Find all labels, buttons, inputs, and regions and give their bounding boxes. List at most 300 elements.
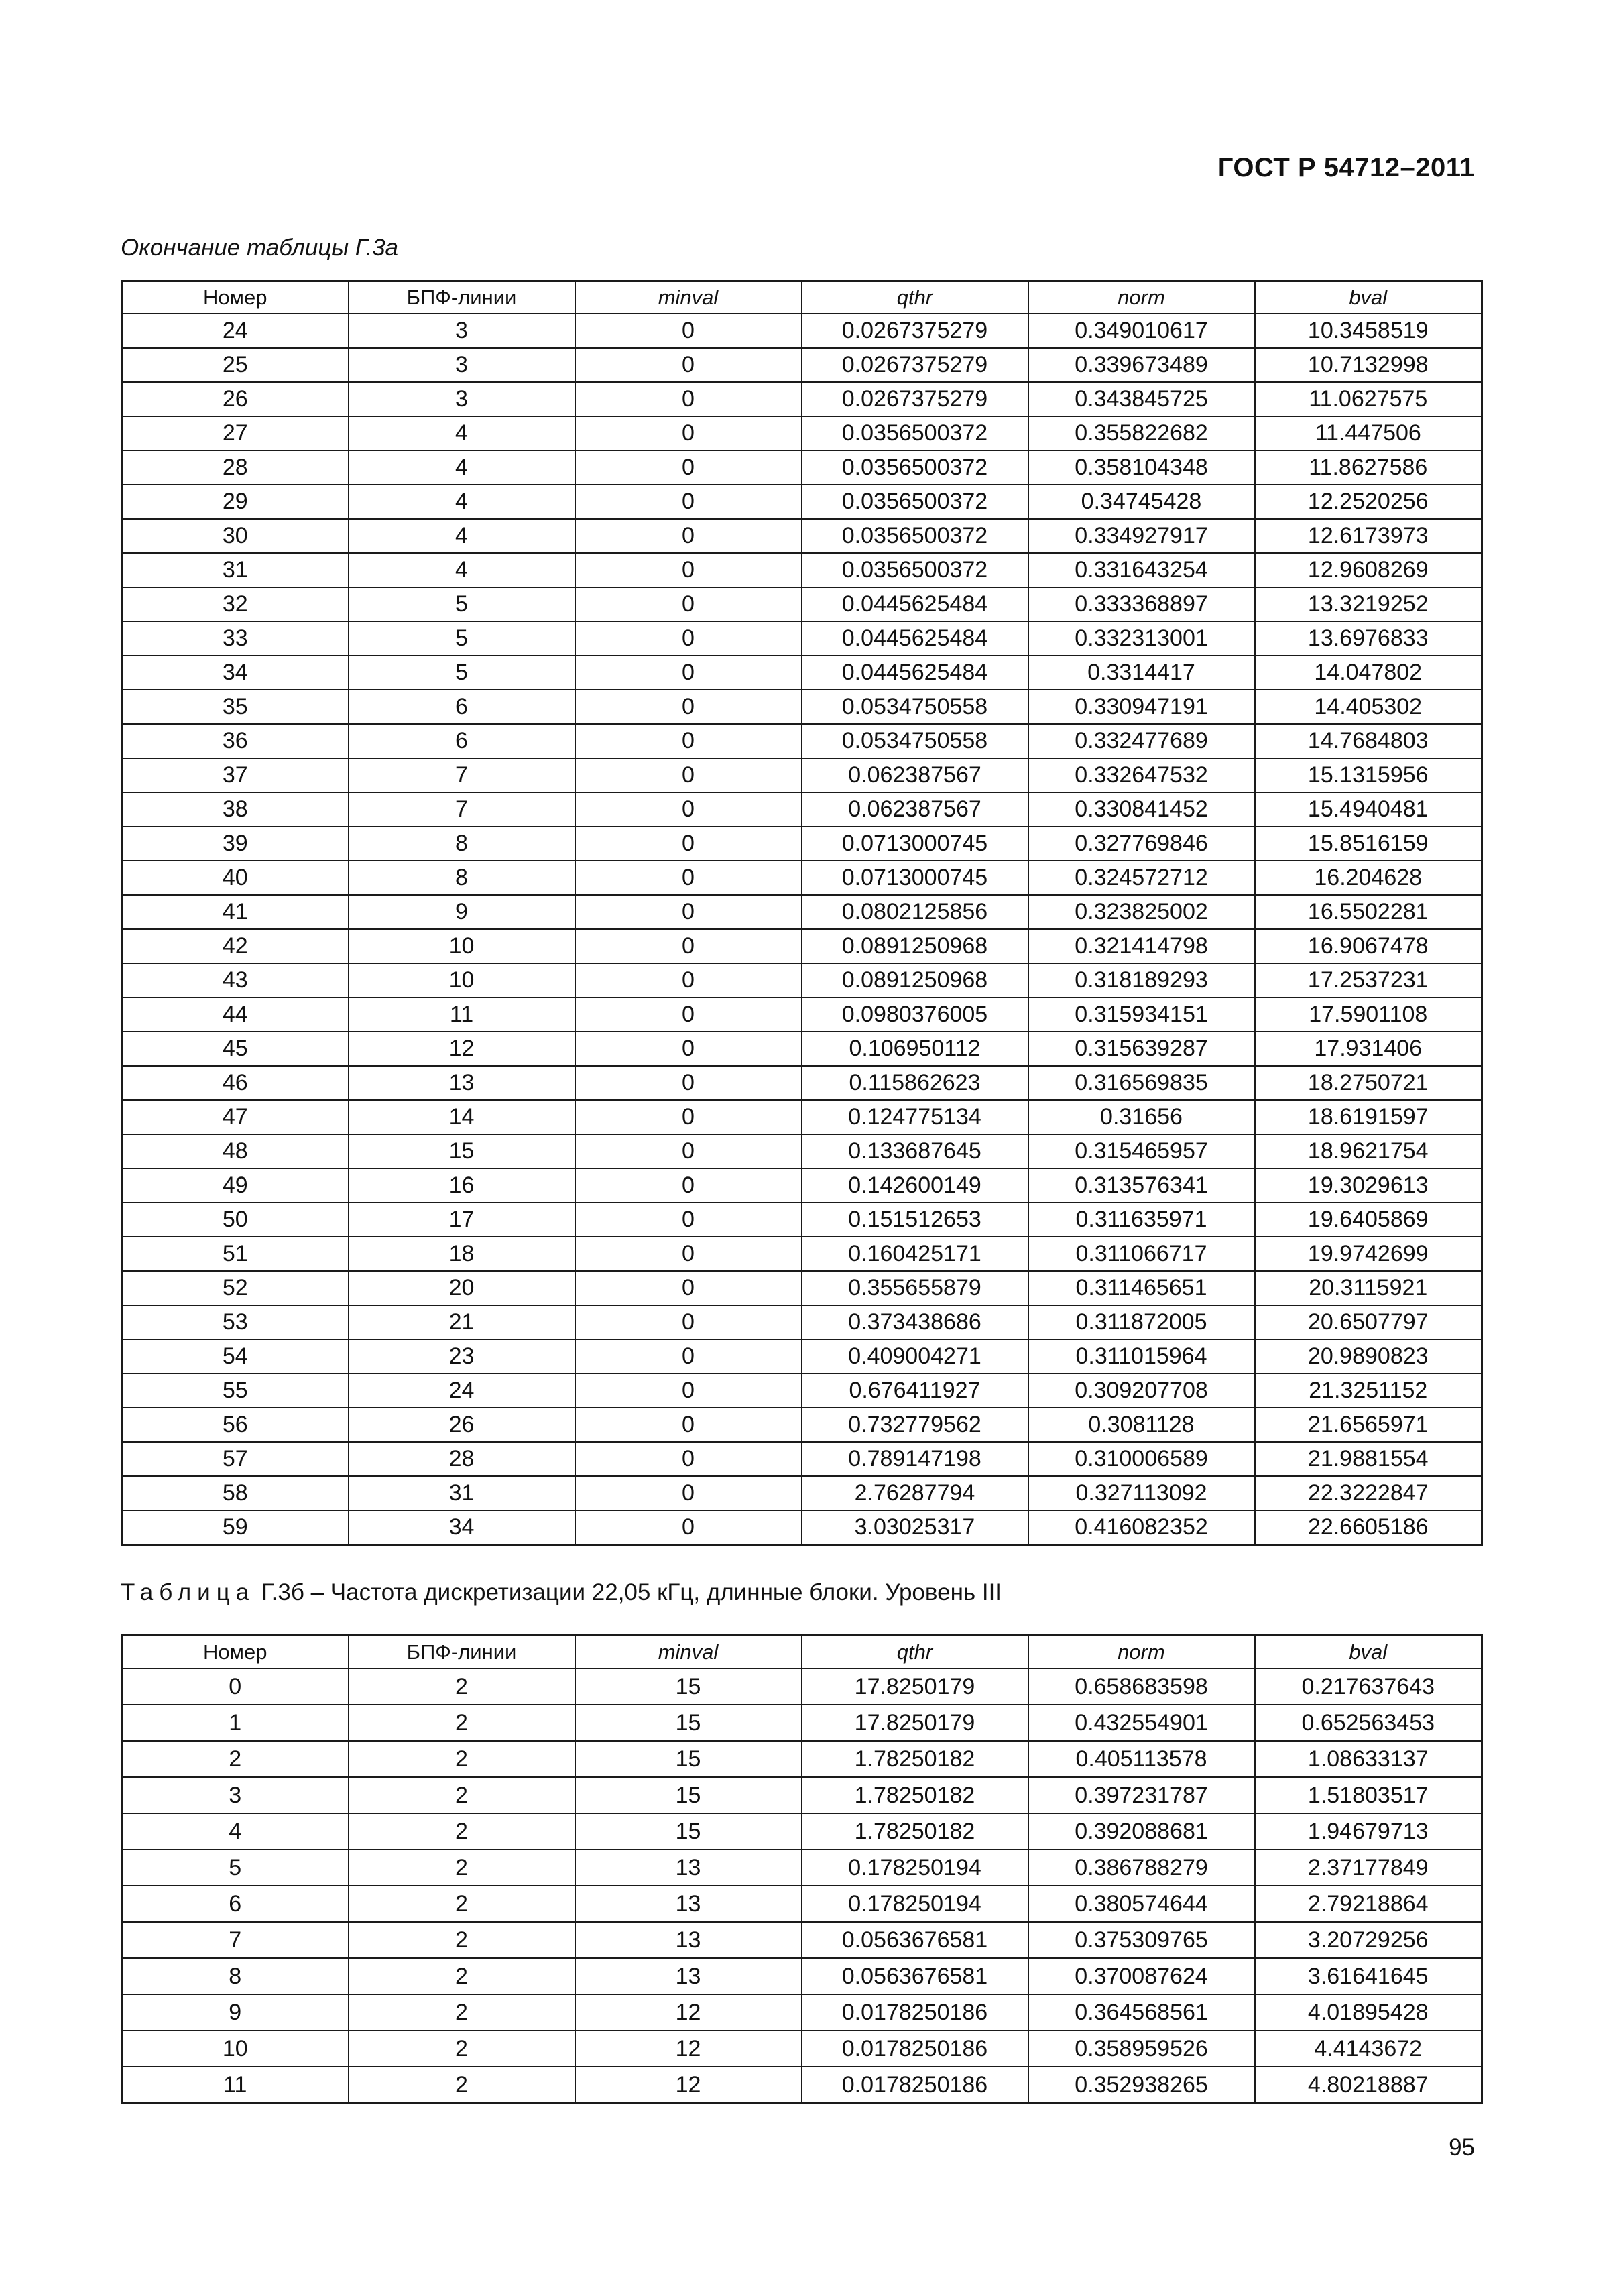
cell-number: 3 (122, 1777, 349, 1813)
cell-number: 37 (122, 758, 349, 792)
cell-fft-lines: 3 (349, 382, 575, 416)
cell-number: 58 (122, 1476, 349, 1510)
cell-bval: 4.80218887 (1255, 2067, 1482, 2104)
cell-bval: 16.9067478 (1255, 929, 1482, 963)
cell-bval: 13.6976833 (1255, 621, 1482, 656)
table-continuation-label: Окончание таблицы Г.3а (121, 235, 399, 261)
cell-qthr: 17.8250179 (802, 1669, 1028, 1705)
cell-fft-lines: 20 (349, 1271, 575, 1305)
cell-fft-lines: 2 (349, 1705, 575, 1741)
cell-norm: 0.315639287 (1028, 1032, 1255, 1066)
table-row (122, 1705, 1482, 1741)
cell-number: 38 (122, 792, 349, 827)
cell-bval: 10.3458519 (1255, 314, 1482, 348)
cell-number: 56 (122, 1408, 349, 1442)
table-row (122, 1669, 1482, 1705)
cell-fft-lines: 23 (349, 1339, 575, 1374)
cell-number: 43 (122, 963, 349, 998)
cell-bval: 14.7684803 (1255, 724, 1482, 758)
cell-norm: 0.321414798 (1028, 929, 1255, 963)
cell-bval: 15.8516159 (1255, 827, 1482, 861)
table-row (122, 553, 1482, 587)
cell-norm: 0.313576341 (1028, 1168, 1255, 1203)
cell-minval: 0 (575, 758, 802, 792)
cell-qthr: 0.0534750558 (802, 690, 1028, 724)
cell-fft-lines: 34 (349, 1510, 575, 1545)
cell-minval: 0 (575, 587, 802, 621)
cell-minval: 0 (575, 861, 802, 895)
cell-bval: 21.6565971 (1255, 1408, 1482, 1442)
cell-norm: 0.392088681 (1028, 1813, 1255, 1850)
table-row (122, 485, 1482, 519)
cell-qthr: 0.115862623 (802, 1066, 1028, 1100)
cell-number: 10 (122, 2031, 349, 2067)
cell-minval: 12 (575, 1994, 802, 2031)
cell-qthr: 0.0713000745 (802, 827, 1028, 861)
table-row (122, 1305, 1482, 1339)
table-row (122, 1813, 1482, 1850)
cell-qthr: 0.0563676581 (802, 1958, 1028, 1994)
cell-qthr: 0.732779562 (802, 1408, 1028, 1442)
cell-qthr: 0.0980376005 (802, 998, 1028, 1032)
cell-norm: 0.31656 (1028, 1100, 1255, 1134)
table-row (122, 450, 1482, 485)
cell-norm: 0.316569835 (1028, 1066, 1255, 1100)
cell-bval: 17.5901108 (1255, 998, 1482, 1032)
cell-qthr: 0.0713000745 (802, 861, 1028, 895)
cell-bval: 21.9881554 (1255, 1442, 1482, 1476)
cell-norm: 0.364568561 (1028, 1994, 1255, 2031)
cell-fft-lines: 10 (349, 929, 575, 963)
table-header-row (122, 281, 1482, 314)
cell-norm: 0.309207708 (1028, 1374, 1255, 1408)
cell-fft-lines: 3 (349, 314, 575, 348)
table-row (122, 1168, 1482, 1203)
cell-minval: 0 (575, 929, 802, 963)
cell-qthr: 0.0356500372 (802, 553, 1028, 587)
cell-fft-lines: 2 (349, 1994, 575, 2031)
cell-number: 45 (122, 1032, 349, 1066)
cell-minval: 0 (575, 1339, 802, 1374)
table-row (122, 1886, 1482, 1922)
cell-qthr: 0.0891250968 (802, 929, 1028, 963)
cell-qthr: 17.8250179 (802, 1705, 1028, 1741)
cell-bval: 18.6191597 (1255, 1100, 1482, 1134)
cell-minval: 13 (575, 1850, 802, 1886)
cell-minval: 0 (575, 348, 802, 382)
column-header-fft-lines: БПФ-линии (349, 1636, 575, 1669)
cell-minval: 0 (575, 690, 802, 724)
cell-qthr: 0.789147198 (802, 1442, 1028, 1476)
table-row (122, 348, 1482, 382)
cell-fft-lines: 14 (349, 1100, 575, 1134)
cell-minval: 0 (575, 1203, 802, 1237)
cell-fft-lines: 5 (349, 587, 575, 621)
table-row (122, 998, 1482, 1032)
table-row (122, 827, 1482, 861)
cell-minval: 13 (575, 1922, 802, 1958)
table-g3a-body (122, 314, 1482, 1545)
cell-minval: 0 (575, 519, 802, 553)
cell-number: 35 (122, 690, 349, 724)
cell-bval: 11.0627575 (1255, 382, 1482, 416)
cell-qthr: 2.76287794 (802, 1476, 1028, 1510)
cell-bval: 16.5502281 (1255, 895, 1482, 929)
cell-number: 36 (122, 724, 349, 758)
cell-norm: 0.324572712 (1028, 861, 1255, 895)
cell-fft-lines: 4 (349, 450, 575, 485)
cell-bval: 4.4143672 (1255, 2031, 1482, 2067)
table-row (122, 1100, 1482, 1134)
table-row (122, 963, 1482, 998)
cell-bval: 12.9608269 (1255, 553, 1482, 587)
cell-fft-lines: 2 (349, 2067, 575, 2104)
cell-minval: 0 (575, 1442, 802, 1476)
cell-norm: 0.327769846 (1028, 827, 1255, 861)
cell-fft-lines: 2 (349, 1741, 575, 1777)
cell-number: 26 (122, 382, 349, 416)
caption-text: Г.3б – Частота дискретизации 22,05 кГц, длинные блоки. Уровень III (261, 1579, 1002, 1606)
column-header-norm: norm (1028, 281, 1255, 314)
table-row (122, 1994, 1482, 2031)
cell-norm: 0.416082352 (1028, 1510, 1255, 1545)
cell-norm: 0.3081128 (1028, 1408, 1255, 1442)
cell-number: 41 (122, 895, 349, 929)
cell-fft-lines: 12 (349, 1032, 575, 1066)
cell-fft-lines: 13 (349, 1066, 575, 1100)
cell-norm: 0.311465651 (1028, 1271, 1255, 1305)
cell-fft-lines: 16 (349, 1168, 575, 1203)
cell-bval: 11.447506 (1255, 416, 1482, 450)
cell-number: 54 (122, 1339, 349, 1374)
cell-minval: 0 (575, 1237, 802, 1271)
cell-minval: 0 (575, 998, 802, 1032)
cell-bval: 22.3222847 (1255, 1476, 1482, 1510)
cell-norm: 0.323825002 (1028, 895, 1255, 929)
cell-minval: 0 (575, 656, 802, 690)
cell-qthr: 0.373438686 (802, 1305, 1028, 1339)
cell-number: 47 (122, 1100, 349, 1134)
cell-norm: 0.333368897 (1028, 587, 1255, 621)
cell-number: 8 (122, 1958, 349, 1994)
table-row (122, 1408, 1482, 1442)
cell-qthr: 0.106950112 (802, 1032, 1028, 1066)
cell-norm: 0.352938265 (1028, 2067, 1255, 2104)
cell-bval: 10.7132998 (1255, 348, 1482, 382)
cell-number: 25 (122, 348, 349, 382)
cell-norm: 0.432554901 (1028, 1705, 1255, 1741)
cell-qthr: 0.0267375279 (802, 382, 1028, 416)
table-row (122, 2031, 1482, 2067)
cell-fft-lines: 26 (349, 1408, 575, 1442)
cell-minval: 0 (575, 1510, 802, 1545)
cell-bval: 3.61641645 (1255, 1958, 1482, 1994)
cell-fft-lines: 21 (349, 1305, 575, 1339)
cell-minval: 0 (575, 792, 802, 827)
cell-number: 0 (122, 1669, 349, 1705)
column-header-fft-lines: БПФ-линии (349, 281, 575, 314)
cell-bval: 15.4940481 (1255, 792, 1482, 827)
cell-fft-lines: 10 (349, 963, 575, 998)
table-row (122, 929, 1482, 963)
table-row (122, 1339, 1482, 1374)
cell-norm: 0.310006589 (1028, 1442, 1255, 1476)
cell-number: 4 (122, 1813, 349, 1850)
cell-minval: 13 (575, 1958, 802, 1994)
cell-number: 29 (122, 485, 349, 519)
cell-fft-lines: 31 (349, 1476, 575, 1510)
cell-norm: 0.405113578 (1028, 1741, 1255, 1777)
table-row (122, 1922, 1482, 1958)
cell-fft-lines: 2 (349, 1669, 575, 1705)
cell-minval: 0 (575, 450, 802, 485)
cell-bval: 2.79218864 (1255, 1886, 1482, 1922)
cell-qthr: 0.0178250186 (802, 1994, 1028, 2031)
cell-number: 32 (122, 587, 349, 621)
document-standard-header: ГОСТ Р 54712–2011 (1217, 153, 1475, 182)
cell-qthr: 0.0356500372 (802, 450, 1028, 485)
cell-fft-lines: 4 (349, 519, 575, 553)
cell-number: 48 (122, 1134, 349, 1168)
cell-fft-lines: 7 (349, 758, 575, 792)
column-header-number: Номер (122, 281, 349, 314)
cell-fft-lines: 24 (349, 1374, 575, 1408)
column-header-bval: bval (1255, 1636, 1482, 1669)
cell-number: 30 (122, 519, 349, 553)
table-row (122, 1442, 1482, 1476)
cell-number: 55 (122, 1374, 349, 1408)
table-row (122, 1374, 1482, 1408)
cell-bval: 19.6405869 (1255, 1203, 1482, 1237)
cell-bval: 3.20729256 (1255, 1922, 1482, 1958)
column-header-qthr: qthr (802, 281, 1028, 314)
cell-minval: 0 (575, 485, 802, 519)
cell-fft-lines: 11 (349, 998, 575, 1032)
cell-fft-lines: 5 (349, 656, 575, 690)
cell-qthr: 0.142600149 (802, 1168, 1028, 1203)
cell-fft-lines: 4 (349, 553, 575, 587)
cell-qthr: 0.062387567 (802, 758, 1028, 792)
cell-qthr: 0.0178250186 (802, 2031, 1028, 2067)
cell-qthr: 0.178250194 (802, 1850, 1028, 1886)
cell-qthr: 1.78250182 (802, 1813, 1028, 1850)
cell-fft-lines: 2 (349, 1813, 575, 1850)
cell-minval: 0 (575, 1168, 802, 1203)
cell-minval: 15 (575, 1777, 802, 1813)
cell-number: 24 (122, 314, 349, 348)
cell-norm: 0.311015964 (1028, 1339, 1255, 1374)
table-row (122, 758, 1482, 792)
cell-fft-lines: 6 (349, 724, 575, 758)
table-row (122, 895, 1482, 929)
cell-fft-lines: 8 (349, 861, 575, 895)
table-row (122, 382, 1482, 416)
cell-bval: 20.6507797 (1255, 1305, 1482, 1339)
cell-qthr: 0.0267375279 (802, 314, 1028, 348)
cell-qthr: 3.03025317 (802, 1510, 1028, 1545)
table-row (122, 314, 1482, 348)
cell-minval: 15 (575, 1669, 802, 1705)
cell-bval: 14.405302 (1255, 690, 1482, 724)
cell-fft-lines: 2 (349, 1886, 575, 1922)
cell-number: 33 (122, 621, 349, 656)
cell-minval: 0 (575, 1408, 802, 1442)
cell-fft-lines: 2 (349, 1777, 575, 1813)
table-g3b-caption (121, 1579, 1002, 1606)
cell-minval: 0 (575, 382, 802, 416)
table-row (122, 1958, 1482, 1994)
cell-qthr: 0.124775134 (802, 1100, 1028, 1134)
table-row (122, 861, 1482, 895)
cell-minval: 0 (575, 621, 802, 656)
table-row (122, 792, 1482, 827)
cell-fft-lines: 2 (349, 1922, 575, 1958)
cell-bval: 21.3251152 (1255, 1374, 1482, 1408)
cell-qthr: 0.178250194 (802, 1886, 1028, 1922)
cell-minval: 15 (575, 1741, 802, 1777)
cell-bval: 17.2537231 (1255, 963, 1482, 998)
table-row (122, 656, 1482, 690)
cell-bval: 12.2520256 (1255, 485, 1482, 519)
cell-bval: 19.3029613 (1255, 1168, 1482, 1203)
table-row (122, 1741, 1482, 1777)
cell-qthr: 0.676411927 (802, 1374, 1028, 1408)
cell-qthr: 0.409004271 (802, 1339, 1028, 1374)
cell-norm: 0.343845725 (1028, 382, 1255, 416)
table-row (122, 1203, 1482, 1237)
cell-bval: 1.94679713 (1255, 1813, 1482, 1850)
cell-qthr: 0.0891250968 (802, 963, 1028, 998)
cell-fft-lines: 6 (349, 690, 575, 724)
cell-bval: 13.3219252 (1255, 587, 1482, 621)
caption-label: Таблица (121, 1579, 255, 1606)
cell-qthr: 1.78250182 (802, 1777, 1028, 1813)
cell-fft-lines: 3 (349, 348, 575, 382)
cell-norm: 0.331643254 (1028, 553, 1255, 587)
cell-norm: 0.327113092 (1028, 1476, 1255, 1510)
cell-minval: 0 (575, 416, 802, 450)
cell-bval: 17.931406 (1255, 1032, 1482, 1066)
cell-number: 46 (122, 1066, 349, 1100)
cell-fft-lines: 5 (349, 621, 575, 656)
cell-norm: 0.332477689 (1028, 724, 1255, 758)
cell-bval: 1.08633137 (1255, 1741, 1482, 1777)
cell-number: 11 (122, 2067, 349, 2104)
cell-qthr: 0.0563676581 (802, 1922, 1028, 1958)
page-number: 95 (1449, 2134, 1475, 2161)
cell-qthr: 0.0445625484 (802, 656, 1028, 690)
cell-number: 39 (122, 827, 349, 861)
cell-qthr: 0.0267375279 (802, 348, 1028, 382)
cell-fft-lines: 17 (349, 1203, 575, 1237)
table-row (122, 724, 1482, 758)
cell-minval: 0 (575, 724, 802, 758)
cell-number: 49 (122, 1168, 349, 1203)
cell-number: 53 (122, 1305, 349, 1339)
cell-bval: 0.652563453 (1255, 1705, 1482, 1741)
cell-fft-lines: 2 (349, 1958, 575, 1994)
cell-qthr: 0.0534750558 (802, 724, 1028, 758)
table-header-row (122, 1636, 1482, 1669)
cell-fft-lines: 4 (349, 416, 575, 450)
cell-minval: 0 (575, 1134, 802, 1168)
cell-norm: 0.311635971 (1028, 1203, 1255, 1237)
cell-minval: 0 (575, 553, 802, 587)
cell-number: 1 (122, 1705, 349, 1741)
cell-norm: 0.334927917 (1028, 519, 1255, 553)
cell-bval: 15.1315956 (1255, 758, 1482, 792)
cell-norm: 0.358959526 (1028, 2031, 1255, 2067)
cell-qthr: 0.0445625484 (802, 621, 1028, 656)
cell-qthr: 0.160425171 (802, 1237, 1028, 1271)
table-row (122, 1032, 1482, 1066)
cell-minval: 0 (575, 1305, 802, 1339)
cell-norm: 0.311872005 (1028, 1305, 1255, 1339)
table-row (122, 1237, 1482, 1271)
cell-number: 2 (122, 1741, 349, 1777)
table-row (122, 1777, 1482, 1813)
table-row (122, 519, 1482, 553)
cell-fft-lines: 9 (349, 895, 575, 929)
cell-qthr: 0.355655879 (802, 1271, 1028, 1305)
cell-qthr: 0.0356500372 (802, 519, 1028, 553)
table-g3b (121, 1634, 1483, 2104)
table-row (122, 2067, 1482, 2104)
table-row (122, 1134, 1482, 1168)
cell-fft-lines: 4 (349, 485, 575, 519)
table-row (122, 416, 1482, 450)
cell-minval: 12 (575, 2031, 802, 2067)
cell-qthr: 0.0802125856 (802, 895, 1028, 929)
cell-minval: 0 (575, 1066, 802, 1100)
table-g3a (121, 280, 1483, 1546)
table-row (122, 1476, 1482, 1510)
cell-number: 59 (122, 1510, 349, 1545)
cell-fft-lines: 15 (349, 1134, 575, 1168)
cell-number: 7 (122, 1922, 349, 1958)
cell-qthr: 1.78250182 (802, 1741, 1028, 1777)
cell-norm: 0.397231787 (1028, 1777, 1255, 1813)
cell-norm: 0.355822682 (1028, 416, 1255, 450)
cell-fft-lines: 28 (349, 1442, 575, 1476)
cell-number: 9 (122, 1994, 349, 2031)
cell-minval: 0 (575, 1271, 802, 1305)
cell-bval: 18.2750721 (1255, 1066, 1482, 1100)
column-header-bval: bval (1255, 281, 1482, 314)
cell-minval: 0 (575, 1374, 802, 1408)
cell-number: 6 (122, 1886, 349, 1922)
cell-number: 5 (122, 1850, 349, 1886)
cell-minval: 0 (575, 1100, 802, 1134)
table-g3b-body (122, 1669, 1482, 2104)
cell-bval: 1.51803517 (1255, 1777, 1482, 1813)
cell-number: 44 (122, 998, 349, 1032)
cell-fft-lines: 18 (349, 1237, 575, 1271)
column-header-norm: norm (1028, 1636, 1255, 1669)
cell-minval: 15 (575, 1705, 802, 1741)
cell-norm: 0.386788279 (1028, 1850, 1255, 1886)
cell-minval: 0 (575, 1032, 802, 1066)
cell-fft-lines: 2 (349, 1850, 575, 1886)
cell-bval: 11.8627586 (1255, 450, 1482, 485)
column-header-qthr: qthr (802, 1636, 1028, 1669)
cell-bval: 14.047802 (1255, 656, 1482, 690)
cell-norm: 0.3314417 (1028, 656, 1255, 690)
cell-norm: 0.318189293 (1028, 963, 1255, 998)
cell-bval: 0.217637643 (1255, 1669, 1482, 1705)
cell-norm: 0.380574644 (1028, 1886, 1255, 1922)
column-header-minval: minval (575, 1636, 802, 1669)
